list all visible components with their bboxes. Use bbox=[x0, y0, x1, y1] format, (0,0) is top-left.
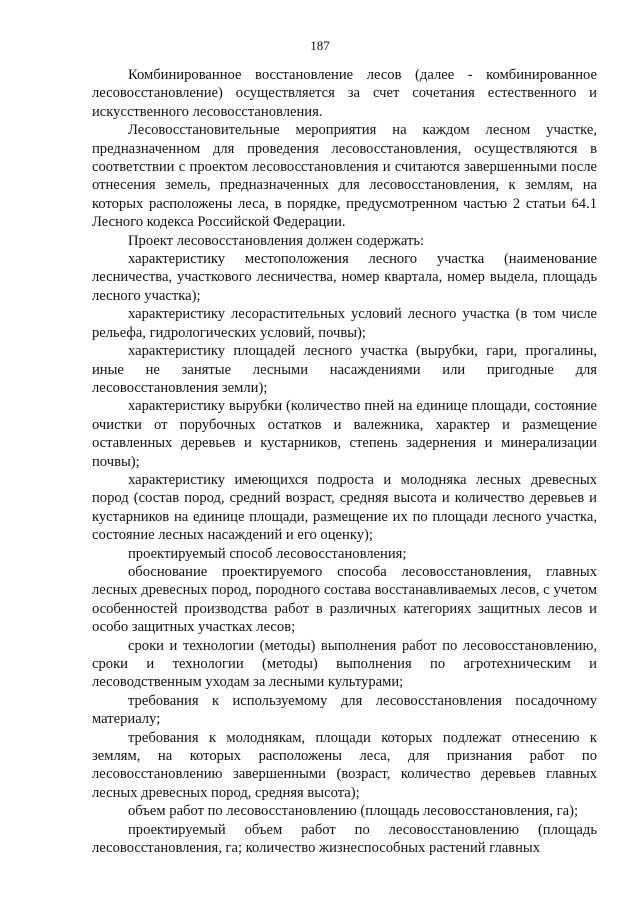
list-item: проектируемый объем работ по лесовосстановлению (площадь лесовосстановления, га; количество жизнеспособных растений главных bbox=[92, 821, 597, 857]
list-item: требования к используемому для лесовосстановления посадочному материалу; bbox=[92, 692, 597, 728]
page-body bbox=[92, 66, 597, 857]
page-number: 187 bbox=[310, 38, 330, 53]
list-item: требования к молоднякам, площади которых подлежат отнесению к землям, на которых расположены леса, для признания работ по лесовосстановлению завершенными (возраст, количество деревьев главных лесных древесных пород, средняя высота); bbox=[92, 729, 597, 801]
list-item: обоснование проектируемого способа лесовосстановления, главных лесных древесных пород, породного состава восстанавливаемых лесов, с учетом особенностей производства работ в различных категориях защитных лесов и особо защитных участках лесов; bbox=[92, 563, 597, 636]
paragraph: Лесовосстановительные мероприятия на каждом лесном участке, предназначенном для проведения лесовосстановления, осуществляются в соответствии с проектом лесовосстановления и считаются завершенными после отнесения земель, предназначенных для лесовосстановления, к землям, на которых расположены леса, в порядке, предусмотренном частью 2 статьи 64.1 Лесного кодекса Российской Федерации. bbox=[92, 122, 597, 231]
list-item: сроки и технологии (методы) выполнения работ по лесовосстановлению, сроки и технологии (методы) выполнения по агротехническим и лесоводственным уходам за лесными культурами; bbox=[92, 637, 597, 691]
list-item: характеристику вырубки (количество пней на единице площади, состояние очистки от порубочных остатков и валежника, характер и размещение оставленных деревьев и кустарников, степень задернения и минерализации почвы); bbox=[92, 398, 597, 470]
list-item: объем работ по лесовосстановлению (площадь лесовосстановления, га); bbox=[128, 803, 579, 820]
list-item: характеристику имеющихся подроста и молодняка лесных древесных пород (состав пород, средний возраст, средняя высота и количество деревьев и кустарников на единице площади, размещение их по площади лесного участка, состояние лесных насаждений и его оценку); bbox=[92, 471, 597, 544]
list-item: характеристику лесорастительных условий лесного участка (в том числе рельефа, гидрологических условий, почвы); bbox=[92, 306, 597, 341]
list-item: проектируемый способ лесовосстановления; bbox=[128, 545, 407, 562]
list-item: характеристику площадей лесного участка (вырубки, гари, прогалины, иные не занятые лесными насаждениями или пригодные для лесовосстановления земли); bbox=[92, 343, 597, 396]
paragraph: Комбинированное восстановление лесов (далее - комбинированное лесовосстановление) осуществляется за счет сочетания естественного и искусственного лесовосстановления. bbox=[92, 67, 597, 120]
paragraph: Проект лесовосстановления должен содержать: bbox=[128, 232, 425, 249]
list-item: характеристику местоположения лесного участка (наименование лесничества, участкового лесничества, номер квартала, номер выдела, площадь лесного участка); bbox=[92, 251, 597, 304]
